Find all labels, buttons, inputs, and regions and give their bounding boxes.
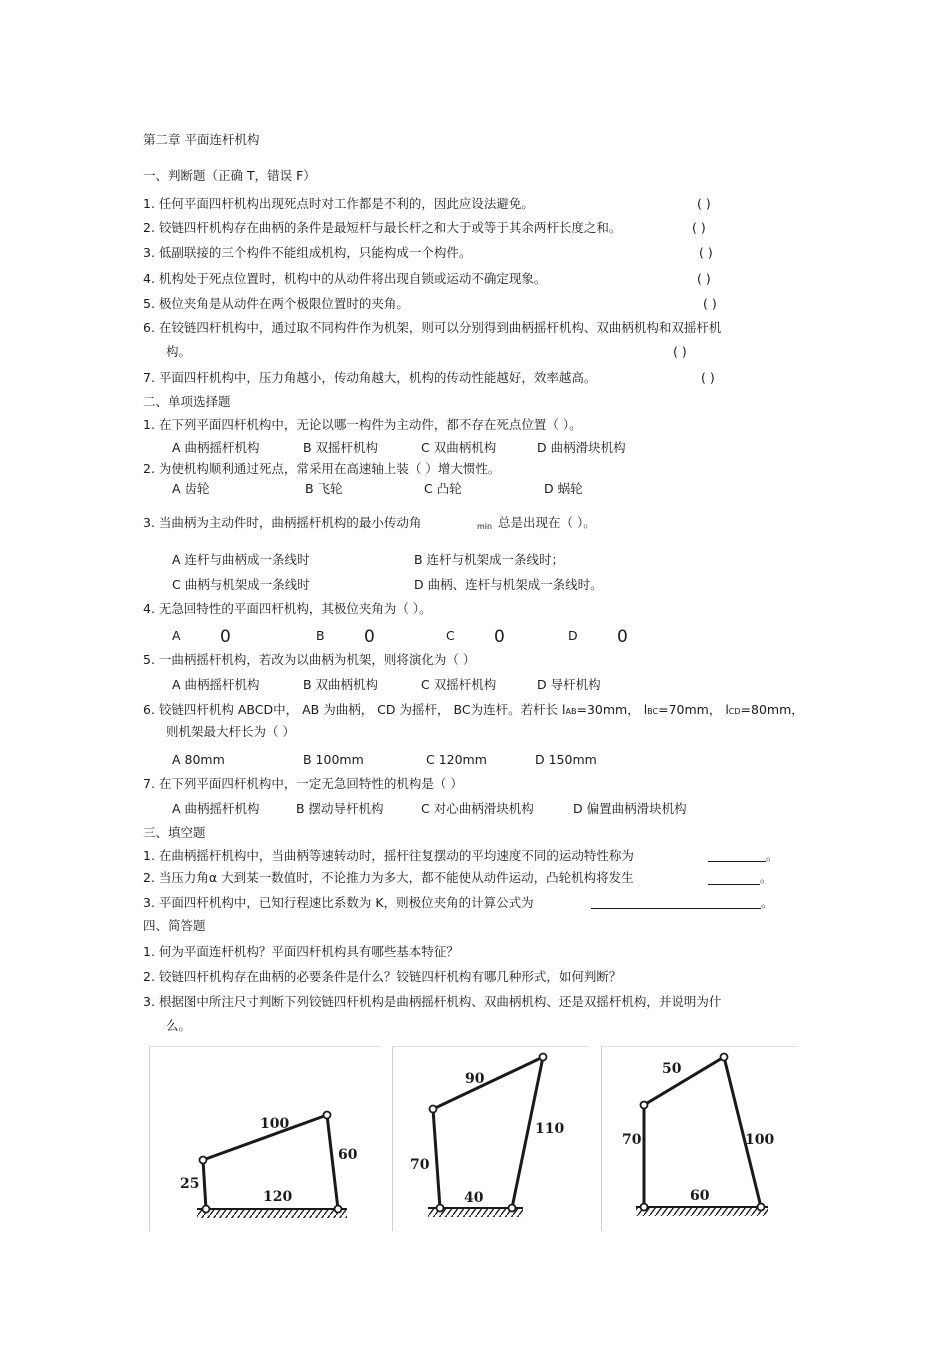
mc-q4-option-c-value: 0 (494, 627, 505, 647)
tf-answer-paren-6: ( ) (673, 344, 687, 359)
mc-q6-stem-part3: =70mm， l (658, 702, 729, 717)
label-bottom: 40 (464, 1190, 484, 1206)
short-question-2: 2. 铰链四杆机构存在曲柄的必要条件是什么？铰链四杆机构有哪几种形式，如何判断？ (143, 969, 622, 984)
mc-q2-option-b: B 飞轮 (305, 481, 343, 496)
label-right: 110 (535, 1121, 565, 1137)
section-short-answer-title: 四、简答题 (143, 918, 206, 933)
tf-answer-paren-2: ( ) (692, 220, 706, 235)
fill-blank-2 (708, 884, 760, 885)
label-left: 25 (180, 1176, 200, 1192)
label-left: 70 (410, 1157, 430, 1173)
tf-answer-paren-5: ( ) (703, 296, 717, 311)
mc-q1-stem: 1. 在下列平面四杆机构中，无论以哪一构件为主动件，都不存在死点位置（ ）。 (143, 417, 582, 432)
mc-q7-stem: 7. 在下列平面四杆机构中，一定无急回特性的机构是（ ） (143, 776, 463, 791)
fill-end-3: 。 (761, 895, 774, 910)
mc-q6-stem-a: 6. 铰链四杆机构 ABCD中， AB 为曲柄， CD 为摇杆， BC为连杆。若杆长 l (143, 702, 566, 717)
mc-q6-option-b: B 100mm (303, 752, 364, 767)
pivot-joint (203, 1206, 210, 1213)
linkage-bars (644, 1057, 761, 1207)
mc-q6-sub-cd: CD (728, 707, 741, 716)
pivot-joint (540, 1054, 547, 1061)
tf-question-5: 5. 极位夹角是从动件在两个极限位置时的夹角。 (143, 296, 409, 311)
mc-q6-stem-part2: =30mm， l (576, 702, 648, 717)
mc-q3-subscript: min (477, 522, 493, 531)
label-left: 70 (622, 1132, 642, 1148)
tf-question-1: 1. 任何平面四杆机构出现死点时对工作都是不利的，因此应设法避免。 (143, 196, 534, 211)
linkage-bars (433, 1057, 543, 1208)
mc-q4-option-d-value: 0 (617, 627, 628, 647)
mc-q3-stem-b: 总是出现在（ ）。 (498, 515, 596, 530)
mc-q3-option-a: A 连杆与曲柄成一条线时 (172, 552, 310, 567)
short-question-3: 3. 根据图中所注尺寸判断下列铰链四杆机构是曲柄摇杆机构、双曲柄机构、还是双摇杆机构，并说明为什 (143, 994, 722, 1009)
label-bottom: 60 (690, 1188, 710, 1204)
linkage-figure-3 (601, 1046, 798, 1231)
pivot-joint (509, 1205, 516, 1212)
mc-q3-option-b: B 连杆与机架成一条线时； (414, 552, 565, 567)
mc-q6-stem-part4: =80mm， (740, 702, 804, 717)
mc-q6-sub-ab: AB (565, 707, 577, 716)
pivot-joint (437, 1205, 444, 1212)
tf-answer-paren-1: ( ) (697, 196, 711, 211)
label-top: 90 (465, 1071, 485, 1087)
label-bottom: 120 (263, 1189, 293, 1205)
fill-question-1: 1. 在曲柄摇杆机构中，当曲柄等速转动时，摇杆往复摆动的平均速度不同的运动特性称为 (143, 848, 634, 863)
mc-q6-option-a: A 80mm (172, 752, 225, 767)
tf-question-7: 7. 平面四杆机构中，压力角越小，传动角越大，机构的传动性能越好，效率越高。 (143, 370, 597, 385)
mc-q2-option-c: C 凸轮 (424, 481, 462, 496)
pivot-joint (721, 1054, 728, 1061)
mc-q4-stem: 4. 无急回特性的平面四杆机构，其极位夹角为（ ）。 (143, 601, 432, 616)
mc-q3-option-c: C 曲柄与机架成一条线时 (172, 577, 310, 592)
pivot-joint (200, 1157, 207, 1164)
mc-q5-option-a: A 曲柄摇杆机构 (172, 677, 260, 692)
tf-question-4: 4. 机构处于死点位置时，机构中的从动件将出现自锁或运动不确定现象。 (143, 271, 547, 286)
mc-q6-option-d: D 150mm (535, 752, 597, 767)
mc-q6-sub-bc: BC (647, 707, 659, 716)
mc-q7-option-d: D 偏置曲柄滑块机构 (573, 801, 687, 816)
fill-question-3: 3. 平面四杆机构中，已知行程速比系数为 K，则极位夹角的计算公式为 (143, 895, 534, 910)
tf-answer-paren-4: ( ) (697, 271, 711, 286)
mc-q5-option-b: B 双曲柄机构 (303, 677, 379, 692)
mc-q5-option-c: C 双摇杆机构 (421, 677, 497, 692)
mc-q2-stem: 2. 为使机构顺利通过死点，常采用在高速轴上装（ ）增大惯性。 (143, 461, 501, 476)
tf-question-6-cont: 构。 (166, 344, 192, 359)
fill-question-2: 2. 当压力角α 大到某一数值时，不论推力为多大，都不能使从动件运动，凸轮机构将发生 (143, 870, 634, 885)
short-question-1: 1. 何为平面连杆机构？平面四杆机构具有哪些基本特征？ (143, 944, 459, 959)
tf-question-3: 3. 低副联接的三个构件不能组成机构，只能构成一个构件。 (143, 245, 472, 260)
tf-answer-paren-3: ( ) (699, 245, 713, 260)
pivot-joint (324, 1112, 331, 1119)
pivot-joint (758, 1204, 765, 1211)
mc-q2-option-a: A 齿轮 (172, 481, 210, 496)
tf-answer-paren-7: ( ) (701, 370, 715, 385)
pivot-joint (641, 1204, 648, 1211)
mc-q1-option-b: B 双摇杆机构 (303, 440, 379, 455)
mc-q4-option-c-label: C (446, 628, 455, 643)
section-choice-title: 二、单项选择题 (143, 394, 231, 409)
label-right: 60 (338, 1147, 358, 1163)
short-question-3-cont: 么。 (166, 1018, 192, 1033)
mc-q5-option-d: D 导杆机构 (537, 677, 601, 692)
mc-q4-option-a-label: A (172, 628, 181, 643)
linkage-figure-1 (149, 1046, 381, 1231)
pivot-joint (335, 1206, 342, 1213)
fill-blank-3 (591, 908, 761, 909)
mc-q5-stem: 5. 一曲柄摇杆机构，若改为以曲柄为机架，则将演化为（ ） (143, 652, 476, 667)
tf-question-6: 6. 在铰链四杆机构中，通过取不同构件作为机架，则可以分别得到曲柄摇杆机构、双曲柄机构和双摇杆机 (143, 320, 722, 335)
mc-q1-option-c: C 双曲柄机构 (421, 440, 497, 455)
label-top: 50 (662, 1061, 682, 1077)
mc-q1-option-a: A 曲柄摇杆机构 (172, 440, 260, 455)
mc-q6-stem (143, 704, 804, 717)
chapter-title: 第二章 平面连杆机构 (143, 132, 260, 147)
mc-q1-option-d: D 曲柄滑块机构 (537, 440, 626, 455)
ground-hatching (197, 1210, 347, 1218)
mc-q3-option-d: D 曲柄、连杆与机架成一条线时。 (414, 577, 603, 592)
mc-q7-option-a: A 曲柄摇杆机构 (172, 801, 260, 816)
pivot-joint (430, 1106, 437, 1113)
fill-end-2: 。 (760, 870, 773, 885)
fill-end-1: 。 (766, 848, 779, 863)
ground-hatching (636, 1208, 768, 1216)
pivot-joint (641, 1102, 648, 1109)
mc-q7-option-b: B 摆动导杆机构 (296, 801, 384, 816)
label-top: 100 (260, 1116, 290, 1132)
mc-q4-option-a-value: 0 (220, 627, 231, 647)
mc-q6-option-c: C 120mm (426, 752, 487, 767)
section-true-false-title: 一、判断题（正确 T，错误 F） (143, 168, 316, 183)
linkage-figure-2 (392, 1046, 589, 1231)
fill-blank-1 (708, 861, 766, 862)
tf-question-2: 2. 铰链四杆机构存在曲柄的条件是最短杆与最长杆之和大于或等于其余两杆长度之和。 (143, 220, 622, 235)
mc-q7-option-c: C 对心曲柄滑块机构 (421, 801, 534, 816)
label-right: 100 (745, 1132, 775, 1148)
mc-q6-stem-line2: 则机架最大杆长为（ ） (166, 724, 295, 739)
section-fill-title: 三、填空题 (143, 825, 206, 840)
mc-q2-option-d: D 蜗轮 (544, 481, 583, 496)
mc-q4-option-b-label: B (316, 628, 325, 643)
mc-q4-option-b-value: 0 (364, 627, 375, 647)
mc-q3-stem-a: 3. 当曲柄为主动件时，曲柄摇杆机构的最小传动角 (143, 515, 422, 530)
mc-q4-option-d-label: D (568, 628, 578, 643)
